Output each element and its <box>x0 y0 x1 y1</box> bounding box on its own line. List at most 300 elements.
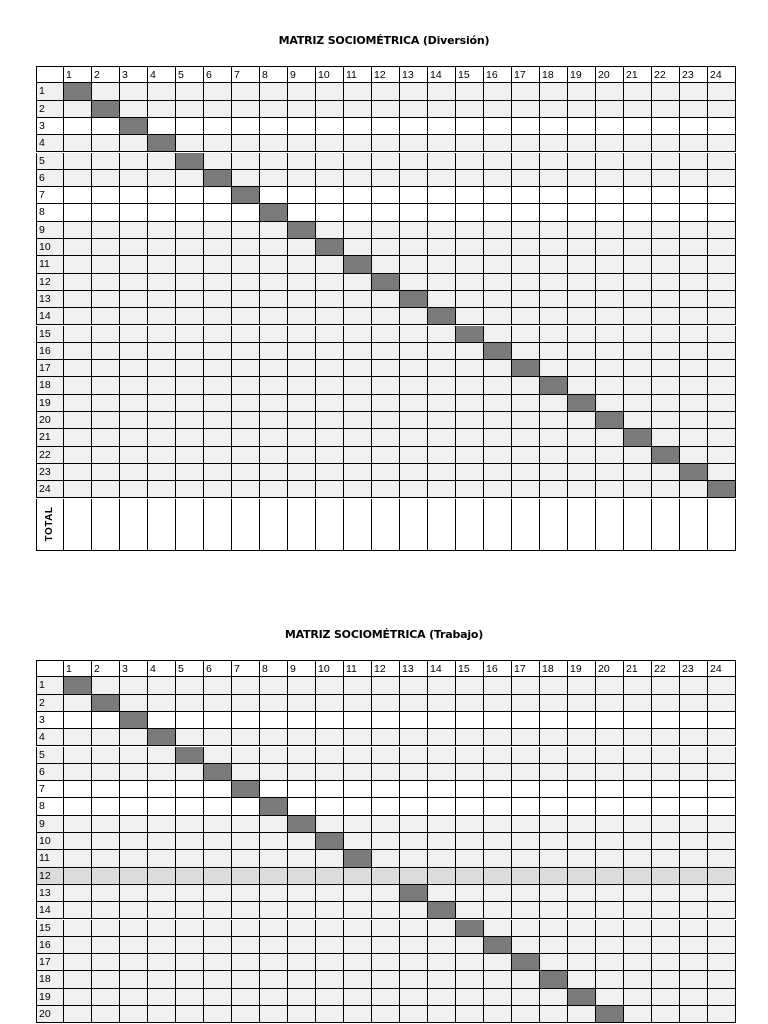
matrix-cell <box>708 1006 736 1023</box>
matrix-cell <box>64 412 92 429</box>
column-header: 12 <box>372 660 400 677</box>
matrix-cell <box>568 464 596 481</box>
matrix-cell <box>64 937 92 954</box>
matrix-cell <box>92 83 120 100</box>
matrix-cell <box>680 101 708 118</box>
matrix-cell <box>120 833 148 850</box>
matrix-cell <box>260 101 288 118</box>
matrix-cell <box>680 239 708 256</box>
matrix-cell <box>232 902 260 919</box>
matrix-cell <box>708 677 736 694</box>
matrix-cell <box>120 343 148 360</box>
matrix-cell <box>64 256 92 273</box>
matrix-cell <box>652 153 680 170</box>
matrix-cell <box>540 920 568 937</box>
column-header: 13 <box>400 66 428 83</box>
matrix-cell <box>372 816 400 833</box>
matrix-cell <box>400 118 428 135</box>
diagonal-self-cell <box>512 360 540 377</box>
matrix-cell <box>652 481 680 498</box>
row-header: 10 <box>36 239 64 256</box>
matrix-cell <box>176 729 204 746</box>
matrix-cell <box>316 395 344 412</box>
matrix-cell <box>344 204 372 221</box>
row-header: 4 <box>36 729 64 746</box>
matrix-cell <box>484 360 512 377</box>
matrix-cell <box>540 274 568 291</box>
matrix-cell <box>540 798 568 815</box>
matrix-cell <box>64 885 92 902</box>
matrix-cell <box>260 712 288 729</box>
matrix-cell <box>624 101 652 118</box>
diagonal-self-cell <box>428 308 456 325</box>
matrix-cell <box>484 187 512 204</box>
matrix-cell <box>204 677 232 694</box>
matrix-cell <box>176 412 204 429</box>
matrix-cell <box>624 412 652 429</box>
diagonal-self-cell <box>568 395 596 412</box>
matrix-cell <box>120 885 148 902</box>
matrix-cell <box>288 447 316 464</box>
matrix-cell <box>708 989 736 1006</box>
matrix-cell <box>120 920 148 937</box>
matrix-cell <box>260 274 288 291</box>
matrix-cell <box>344 677 372 694</box>
matrix-cell <box>568 937 596 954</box>
matrix-cell <box>232 712 260 729</box>
matrix-cell <box>624 343 652 360</box>
matrix-cell <box>596 833 624 850</box>
matrix-cell <box>372 868 400 885</box>
matrix-cell <box>428 989 456 1006</box>
matrix-cell <box>624 781 652 798</box>
row-header: 18 <box>36 971 64 988</box>
matrix-cell <box>344 153 372 170</box>
matrix-cell <box>428 833 456 850</box>
matrix-cell <box>624 833 652 850</box>
matrix-cell <box>176 971 204 988</box>
matrix-cell <box>232 83 260 100</box>
matrix-cell <box>708 256 736 273</box>
matrix-cell <box>120 971 148 988</box>
matrix-cell <box>568 971 596 988</box>
matrix-cell <box>400 747 428 764</box>
matrix-cell <box>652 764 680 781</box>
matrix-cell <box>596 885 624 902</box>
matrix-cell <box>428 170 456 187</box>
matrix-cell <box>624 677 652 694</box>
matrix-cell <box>232 464 260 481</box>
matrix-cell <box>624 360 652 377</box>
matrix-cell <box>540 395 568 412</box>
matrix-cell <box>456 833 484 850</box>
diagonal-self-cell <box>232 187 260 204</box>
matrix-cell <box>120 204 148 221</box>
matrix-cell <box>596 954 624 971</box>
matrix-cell <box>680 481 708 498</box>
column-header: 22 <box>652 66 680 83</box>
total-cell <box>232 499 260 551</box>
row-header: 2 <box>36 101 64 118</box>
matrix-cell <box>232 170 260 187</box>
matrix-cell <box>288 101 316 118</box>
matrix-cell <box>400 850 428 867</box>
matrix-cell <box>624 798 652 815</box>
matrix-cell <box>260 256 288 273</box>
matrix-cell <box>652 920 680 937</box>
matrix-cell <box>288 187 316 204</box>
matrix-cell <box>456 481 484 498</box>
matrix-cell <box>568 135 596 152</box>
matrix-cell <box>596 677 624 694</box>
matrix-cell <box>680 868 708 885</box>
matrix-cell <box>204 343 232 360</box>
matrix-cell <box>176 937 204 954</box>
matrix-cell <box>596 816 624 833</box>
matrix-cell <box>624 1006 652 1023</box>
matrix-cell <box>260 868 288 885</box>
matrix-cell <box>316 954 344 971</box>
matrix-cell <box>596 695 624 712</box>
matrix-cell <box>372 256 400 273</box>
row-header: 7 <box>36 781 64 798</box>
matrix-cell <box>344 412 372 429</box>
row-header: 3 <box>36 712 64 729</box>
matrix-cell <box>540 747 568 764</box>
diagonal-self-cell <box>400 885 428 902</box>
matrix-cell <box>624 118 652 135</box>
matrix-cell <box>176 677 204 694</box>
matrix-cell <box>708 118 736 135</box>
matrix-cell <box>400 170 428 187</box>
matrix-cell <box>344 135 372 152</box>
matrix-cell <box>92 118 120 135</box>
matrix-cell <box>596 222 624 239</box>
matrix-cell <box>400 971 428 988</box>
matrix-cell <box>456 781 484 798</box>
matrix-cell <box>540 204 568 221</box>
matrix-cell <box>148 712 176 729</box>
matrix-cell <box>708 274 736 291</box>
matrix-cell <box>400 204 428 221</box>
matrix-cell <box>596 937 624 954</box>
matrix-cell <box>372 1006 400 1023</box>
row-header: 12 <box>36 868 64 885</box>
matrix-cell <box>540 885 568 902</box>
matrix-cell <box>64 222 92 239</box>
matrix-cell <box>316 447 344 464</box>
matrix-cell <box>540 781 568 798</box>
matrix-cell <box>120 377 148 394</box>
matrix-cell <box>260 747 288 764</box>
matrix-cell <box>652 695 680 712</box>
matrix-cell <box>204 239 232 256</box>
row-header: 4 <box>36 135 64 152</box>
matrix-cell <box>316 291 344 308</box>
matrix-cell <box>204 850 232 867</box>
total-cell <box>484 499 512 551</box>
matrix-cell <box>428 447 456 464</box>
matrix-cell <box>568 308 596 325</box>
matrix-cell <box>652 135 680 152</box>
matrix-cell <box>484 447 512 464</box>
diagonal-self-cell <box>680 464 708 481</box>
matrix-cell <box>64 395 92 412</box>
matrix-cell <box>316 360 344 377</box>
matrix-cell <box>316 118 344 135</box>
matrix-cell <box>92 343 120 360</box>
row-header: 24 <box>36 481 64 498</box>
matrix-cell <box>708 971 736 988</box>
matrix-cell <box>708 850 736 867</box>
column-header: 23 <box>680 660 708 677</box>
matrix-cell <box>204 712 232 729</box>
matrix-cell <box>708 816 736 833</box>
row-header: 20 <box>36 412 64 429</box>
matrix-cell <box>428 481 456 498</box>
matrix-cell <box>148 360 176 377</box>
matrix-cell <box>400 153 428 170</box>
matrix-cell <box>204 395 232 412</box>
matrix-cell <box>316 101 344 118</box>
matrix-cell <box>568 187 596 204</box>
matrix-cell <box>428 395 456 412</box>
matrix-cell <box>344 447 372 464</box>
matrix-cell <box>708 764 736 781</box>
matrix-cell <box>624 395 652 412</box>
matrix-cell <box>176 1006 204 1023</box>
matrix-cell <box>204 308 232 325</box>
matrix-cell <box>680 326 708 343</box>
diagonal-self-cell <box>260 798 288 815</box>
matrix-cell <box>288 729 316 746</box>
diagonal-self-cell <box>596 412 624 429</box>
matrix-cell <box>260 360 288 377</box>
matrix-cell <box>120 695 148 712</box>
diagonal-self-cell <box>176 153 204 170</box>
column-header: 19 <box>568 66 596 83</box>
matrix-cell <box>64 187 92 204</box>
matrix-cell <box>456 187 484 204</box>
matrix-cell <box>624 885 652 902</box>
column-header: 3 <box>120 66 148 83</box>
matrix-cell <box>372 429 400 446</box>
matrix-cell <box>512 816 540 833</box>
matrix-cell <box>596 343 624 360</box>
matrix-cell <box>456 971 484 988</box>
matrix-cell <box>428 377 456 394</box>
matrix-cell <box>316 1006 344 1023</box>
matrix-cell <box>680 850 708 867</box>
matrix-cell <box>232 153 260 170</box>
column-header: 13 <box>400 660 428 677</box>
matrix-cell <box>652 937 680 954</box>
matrix-cell <box>568 677 596 694</box>
matrix-cell <box>652 971 680 988</box>
matrix-cell <box>120 395 148 412</box>
diagonal-self-cell <box>372 274 400 291</box>
total-cell <box>568 499 596 551</box>
matrix-cell <box>64 170 92 187</box>
matrix-cell <box>176 954 204 971</box>
matrix-cell <box>316 747 344 764</box>
matrix-cell <box>260 395 288 412</box>
matrix-cell <box>596 170 624 187</box>
matrix-cell <box>568 1006 596 1023</box>
matrix-cell <box>372 885 400 902</box>
matrix-cell <box>176 291 204 308</box>
matrix-cell <box>456 118 484 135</box>
matrix-cell <box>400 135 428 152</box>
matrix-cell <box>92 1006 120 1023</box>
matrix-cell <box>540 118 568 135</box>
matrix-cell <box>484 377 512 394</box>
row-header: 11 <box>36 850 64 867</box>
row-header: 20 <box>36 1006 64 1023</box>
matrix-cell <box>428 343 456 360</box>
column-header: 21 <box>624 66 652 83</box>
matrix-cell <box>484 101 512 118</box>
matrix-cell <box>512 412 540 429</box>
matrix-cell <box>372 920 400 937</box>
diagonal-self-cell <box>176 747 204 764</box>
matrix-cell <box>260 695 288 712</box>
matrix-cell <box>288 343 316 360</box>
matrix-cell <box>568 712 596 729</box>
diagonal-self-cell <box>456 326 484 343</box>
matrix-cell <box>92 187 120 204</box>
row-header: 5 <box>36 747 64 764</box>
matrix-cell <box>204 187 232 204</box>
matrix-cell <box>92 256 120 273</box>
total-cell <box>372 499 400 551</box>
matrix-cell <box>64 850 92 867</box>
matrix-cell <box>232 135 260 152</box>
matrix-cell <box>596 920 624 937</box>
matrix-cell <box>288 850 316 867</box>
matrix-cell <box>176 118 204 135</box>
matrix-cell <box>64 326 92 343</box>
matrix-cell <box>652 1006 680 1023</box>
matrix-cell <box>428 239 456 256</box>
matrix-cell <box>372 781 400 798</box>
matrix-cell <box>652 204 680 221</box>
matrix-cell <box>456 153 484 170</box>
matrix-cell <box>64 135 92 152</box>
matrix-cell <box>176 833 204 850</box>
column-header: 7 <box>232 66 260 83</box>
matrix-cell <box>540 695 568 712</box>
matrix-cell <box>316 764 344 781</box>
matrix-cell <box>456 677 484 694</box>
matrix-cell <box>400 677 428 694</box>
matrix-cell <box>708 343 736 360</box>
matrix-cell <box>680 429 708 446</box>
matrix-corner-cell <box>36 660 64 677</box>
row-header: 16 <box>36 343 64 360</box>
matrix-cell <box>64 920 92 937</box>
matrix-cell <box>260 677 288 694</box>
matrix-cell <box>428 135 456 152</box>
matrix-cell <box>512 395 540 412</box>
matrix-cell <box>596 291 624 308</box>
matrix-cell <box>64 764 92 781</box>
matrix-cell <box>596 868 624 885</box>
diagonal-self-cell <box>148 135 176 152</box>
column-header: 11 <box>344 660 372 677</box>
matrix-cell <box>120 274 148 291</box>
matrix-cell <box>120 464 148 481</box>
row-header: 3 <box>36 118 64 135</box>
matrix-cell <box>288 747 316 764</box>
matrix-cell <box>708 885 736 902</box>
matrix-cell <box>120 256 148 273</box>
matrix-cell <box>288 971 316 988</box>
matrix-cell <box>372 343 400 360</box>
matrix-cell <box>624 377 652 394</box>
column-header: 5 <box>176 660 204 677</box>
matrix-cell <box>708 833 736 850</box>
matrix-cell <box>372 118 400 135</box>
matrix-cell <box>148 256 176 273</box>
matrix-cell <box>484 395 512 412</box>
matrix-cell <box>316 83 344 100</box>
matrix-cell <box>148 222 176 239</box>
matrix-cell <box>316 170 344 187</box>
matrix-cell <box>680 360 708 377</box>
matrix-cell <box>204 971 232 988</box>
matrix-cell <box>512 833 540 850</box>
matrix-cell <box>344 920 372 937</box>
matrix-cell <box>92 937 120 954</box>
total-cell <box>400 499 428 551</box>
matrix-cell <box>344 798 372 815</box>
matrix-cell <box>316 222 344 239</box>
column-header: 16 <box>484 660 512 677</box>
matrix-cell <box>204 989 232 1006</box>
matrix-cell <box>148 850 176 867</box>
matrix-cell <box>624 747 652 764</box>
matrix-cell <box>512 920 540 937</box>
matrix-cell <box>288 308 316 325</box>
column-header: 8 <box>260 660 288 677</box>
matrix-cell <box>708 170 736 187</box>
matrix-cell <box>344 101 372 118</box>
matrix-cell <box>484 239 512 256</box>
matrix-cell <box>540 291 568 308</box>
row-header: 15 <box>36 326 64 343</box>
matrix-cell <box>568 850 596 867</box>
column-header: 2 <box>92 660 120 677</box>
matrix-cell <box>316 308 344 325</box>
matrix-cell <box>344 781 372 798</box>
matrix-cell <box>568 343 596 360</box>
matrix-cell <box>540 1006 568 1023</box>
matrix-cell <box>680 798 708 815</box>
matrix-cell <box>316 153 344 170</box>
matrix-cell <box>344 187 372 204</box>
matrix-cell <box>176 187 204 204</box>
matrix-cell <box>428 764 456 781</box>
matrix-cell <box>456 885 484 902</box>
matrix-cell <box>344 377 372 394</box>
matrix-cell <box>624 135 652 152</box>
matrix-cell <box>148 153 176 170</box>
matrix-cell <box>316 256 344 273</box>
matrix-cell <box>92 170 120 187</box>
matrix-cell <box>148 343 176 360</box>
matrix-cell <box>344 464 372 481</box>
